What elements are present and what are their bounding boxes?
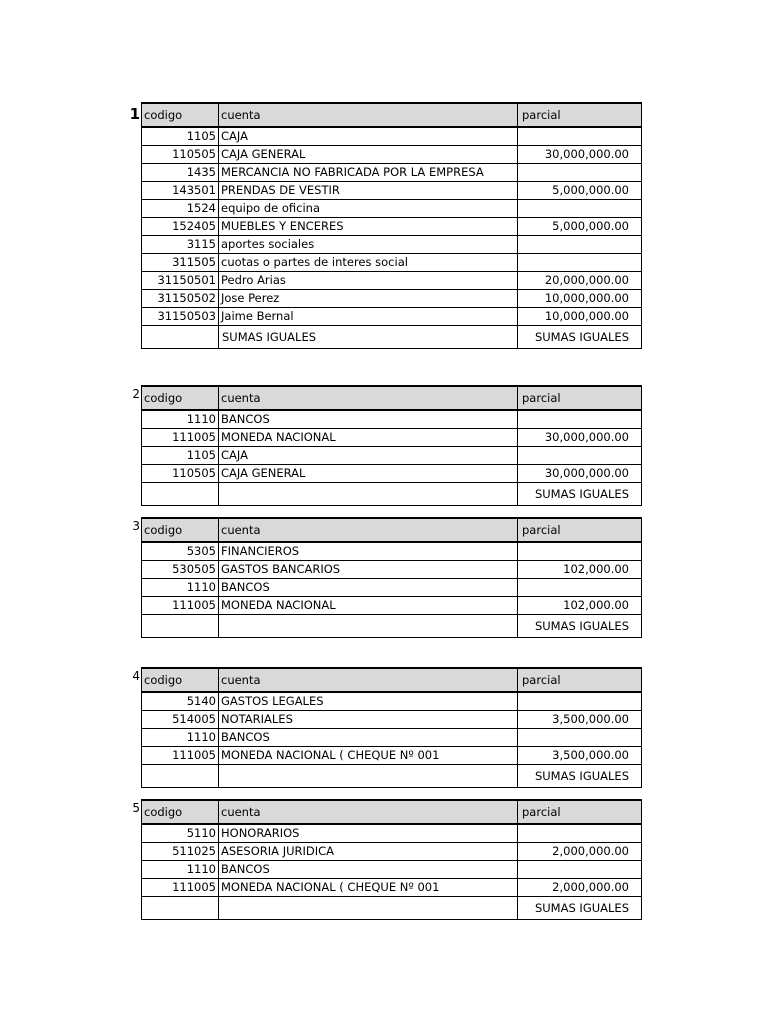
cuenta-cell: CAJA <box>219 447 518 465</box>
ledger-table <box>141 799 642 920</box>
codigo-cell: 1110 <box>142 579 219 597</box>
table-row <box>142 272 642 290</box>
codigo-cell: 110505 <box>142 465 219 483</box>
header-codigo: codigo <box>142 800 219 824</box>
table-header-row <box>142 103 642 127</box>
codigo-cell: 152405 <box>142 218 219 236</box>
entry-number: 3 <box>132 519 140 533</box>
cuenta-cell: PRENDAS DE VESTIR <box>219 182 518 200</box>
codigo-cell: 110505 <box>142 146 219 164</box>
table-row <box>142 146 642 164</box>
table-row <box>142 579 642 597</box>
cuenta-cell: Jaime Bernal <box>219 308 518 326</box>
header-codigo: codigo <box>142 103 219 127</box>
cuenta-cell: BANCOS <box>219 861 518 879</box>
table-row <box>142 429 642 447</box>
entry-number: 2 <box>132 387 140 401</box>
totals-codigo <box>142 765 219 788</box>
cuenta-cell: MUEBLES Y ENCERES <box>219 218 518 236</box>
cuenta-cell: MONEDA NACIONAL <box>219 429 518 447</box>
table-header-row <box>142 518 642 542</box>
header-cuenta: cuenta <box>219 800 518 824</box>
codigo-cell: 111005 <box>142 879 219 897</box>
cuenta-cell: BANCOS <box>219 729 518 747</box>
entry-number: 5 <box>132 801 140 815</box>
totals-codigo <box>142 897 219 920</box>
codigo-cell: 1435 <box>142 164 219 182</box>
totals-parcial-label: SUMAS IGUALES <box>518 897 642 920</box>
codigo-cell: 1105 <box>142 127 219 146</box>
table-row <box>142 861 642 879</box>
table-row <box>142 692 642 711</box>
header-parcial: parcial <box>518 103 642 127</box>
totals-parcial-label: SUMAS IGUALES <box>518 765 642 788</box>
parcial-cell: 102,000.00 <box>518 597 642 615</box>
header-cuenta: cuenta <box>219 668 518 692</box>
totals-row <box>142 765 642 788</box>
parcial-cell <box>518 542 642 561</box>
table-row <box>142 200 642 218</box>
codigo-cell: 1110 <box>142 861 219 879</box>
codigo-cell: 530505 <box>142 561 219 579</box>
codigo-cell: 3115 <box>142 236 219 254</box>
cuenta-cell: ASESORIA JURIDICA <box>219 843 518 861</box>
header-parcial: parcial <box>518 386 642 410</box>
table-header-row <box>142 386 642 410</box>
codigo-cell: 514005 <box>142 711 219 729</box>
cuenta-cell: cuotas o partes de interes social <box>219 254 518 272</box>
codigo-cell: 31150501 <box>142 272 219 290</box>
codigo-cell: 111005 <box>142 597 219 615</box>
parcial-cell: 30,000,000.00 <box>518 146 642 164</box>
totals-parcial-label: SUMAS IGUALES <box>518 326 642 349</box>
codigo-cell: 143501 <box>142 182 219 200</box>
parcial-cell: 20,000,000.00 <box>518 272 642 290</box>
parcial-cell: 3,500,000.00 <box>518 711 642 729</box>
cuenta-cell: CAJA GENERAL <box>219 146 518 164</box>
table-row <box>142 308 642 326</box>
totals-row <box>142 615 642 638</box>
codigo-cell: 31150502 <box>142 290 219 308</box>
ledger-table <box>141 385 642 506</box>
totals-cuenta-label <box>219 897 518 920</box>
totals-cuenta-label <box>219 615 518 638</box>
parcial-cell: 3,500,000.00 <box>518 747 642 765</box>
table-row <box>142 218 642 236</box>
entry-number: 4 <box>132 669 140 683</box>
cuenta-cell: GASTOS LEGALES <box>219 692 518 711</box>
codigo-cell: 5140 <box>142 692 219 711</box>
cuenta-cell: NOTARIALES <box>219 711 518 729</box>
parcial-cell: 30,000,000.00 <box>518 465 642 483</box>
table-row <box>142 729 642 747</box>
table-row <box>142 236 642 254</box>
parcial-cell: 5,000,000.00 <box>518 182 642 200</box>
header-cuenta: cuenta <box>219 386 518 410</box>
header-codigo: codigo <box>142 386 219 410</box>
cuenta-cell: MERCANCIA NO FABRICADA POR LA EMPRESA <box>219 164 518 182</box>
table-row <box>142 410 642 429</box>
ledger-table <box>141 517 642 638</box>
codigo-cell: 1110 <box>142 410 219 429</box>
parcial-cell: 2,000,000.00 <box>518 843 642 861</box>
parcial-cell: 10,000,000.00 <box>518 308 642 326</box>
codigo-cell: 111005 <box>142 429 219 447</box>
parcial-cell <box>518 447 642 465</box>
cuenta-cell: aportes sociales <box>219 236 518 254</box>
table-row <box>142 465 642 483</box>
totals-codigo <box>142 483 219 506</box>
totals-codigo <box>142 326 219 349</box>
parcial-cell: 10,000,000.00 <box>518 290 642 308</box>
totals-cuenta-label: SUMAS IGUALES <box>219 326 518 349</box>
totals-parcial-label: SUMAS IGUALES <box>518 615 642 638</box>
cuenta-cell: FINANCIEROS <box>219 542 518 561</box>
header-cuenta: cuenta <box>219 103 518 127</box>
parcial-cell: 5,000,000.00 <box>518 218 642 236</box>
totals-row <box>142 326 642 349</box>
parcial-cell <box>518 824 642 843</box>
table-row <box>142 879 642 897</box>
parcial-cell <box>518 729 642 747</box>
table-row <box>142 843 642 861</box>
parcial-cell <box>518 861 642 879</box>
parcial-cell <box>518 692 642 711</box>
ledger-table <box>141 102 642 349</box>
cuenta-cell: BANCOS <box>219 410 518 429</box>
table-row <box>142 254 642 272</box>
ledger-table <box>141 667 642 788</box>
totals-row <box>142 483 642 506</box>
table-row <box>142 447 642 465</box>
parcial-cell <box>518 579 642 597</box>
cuenta-cell: equipo de oficina <box>219 200 518 218</box>
totals-cuenta-label <box>219 483 518 506</box>
header-codigo: codigo <box>142 518 219 542</box>
codigo-cell: 511025 <box>142 843 219 861</box>
cuenta-cell: MONEDA NACIONAL ( CHEQUE Nº 001 <box>219 747 518 765</box>
parcial-cell <box>518 410 642 429</box>
cuenta-cell: MONEDA NACIONAL <box>219 597 518 615</box>
totals-row <box>142 897 642 920</box>
table-row <box>142 182 642 200</box>
totals-cuenta-label <box>219 765 518 788</box>
header-parcial: parcial <box>518 800 642 824</box>
parcial-cell <box>518 164 642 182</box>
table-row <box>142 290 642 308</box>
cuenta-cell: Jose Perez <box>219 290 518 308</box>
cuenta-cell: MONEDA NACIONAL ( CHEQUE Nº 001 <box>219 879 518 897</box>
cuenta-cell: Pedro Arias <box>219 272 518 290</box>
table-row <box>142 127 642 146</box>
header-codigo: codigo <box>142 668 219 692</box>
totals-codigo <box>142 615 219 638</box>
table-row <box>142 164 642 182</box>
header-parcial: parcial <box>518 668 642 692</box>
parcial-cell: 2,000,000.00 <box>518 879 642 897</box>
cuenta-cell: BANCOS <box>219 579 518 597</box>
parcial-cell <box>518 254 642 272</box>
table-row <box>142 597 642 615</box>
entry-number: 1 <box>129 105 140 123</box>
parcial-cell <box>518 236 642 254</box>
table-row <box>142 561 642 579</box>
codigo-cell: 5305 <box>142 542 219 561</box>
table-row <box>142 542 642 561</box>
codigo-cell: 311505 <box>142 254 219 272</box>
header-cuenta: cuenta <box>219 518 518 542</box>
table-row <box>142 747 642 765</box>
parcial-cell: 30,000,000.00 <box>518 429 642 447</box>
header-parcial: parcial <box>518 518 642 542</box>
table-row <box>142 711 642 729</box>
codigo-cell: 1105 <box>142 447 219 465</box>
table-header-row <box>142 800 642 824</box>
parcial-cell: 102,000.00 <box>518 561 642 579</box>
codigo-cell: 5110 <box>142 824 219 843</box>
codigo-cell: 111005 <box>142 747 219 765</box>
table-row <box>142 824 642 843</box>
parcial-cell <box>518 200 642 218</box>
cuenta-cell: HONORARIOS <box>219 824 518 843</box>
table-header-row <box>142 668 642 692</box>
cuenta-cell: CAJA GENERAL <box>219 465 518 483</box>
codigo-cell: 31150503 <box>142 308 219 326</box>
codigo-cell: 1524 <box>142 200 219 218</box>
cuenta-cell: CAJA <box>219 127 518 146</box>
totals-parcial-label: SUMAS IGUALES <box>518 483 642 506</box>
parcial-cell <box>518 127 642 146</box>
codigo-cell: 1110 <box>142 729 219 747</box>
cuenta-cell: GASTOS BANCARIOS <box>219 561 518 579</box>
